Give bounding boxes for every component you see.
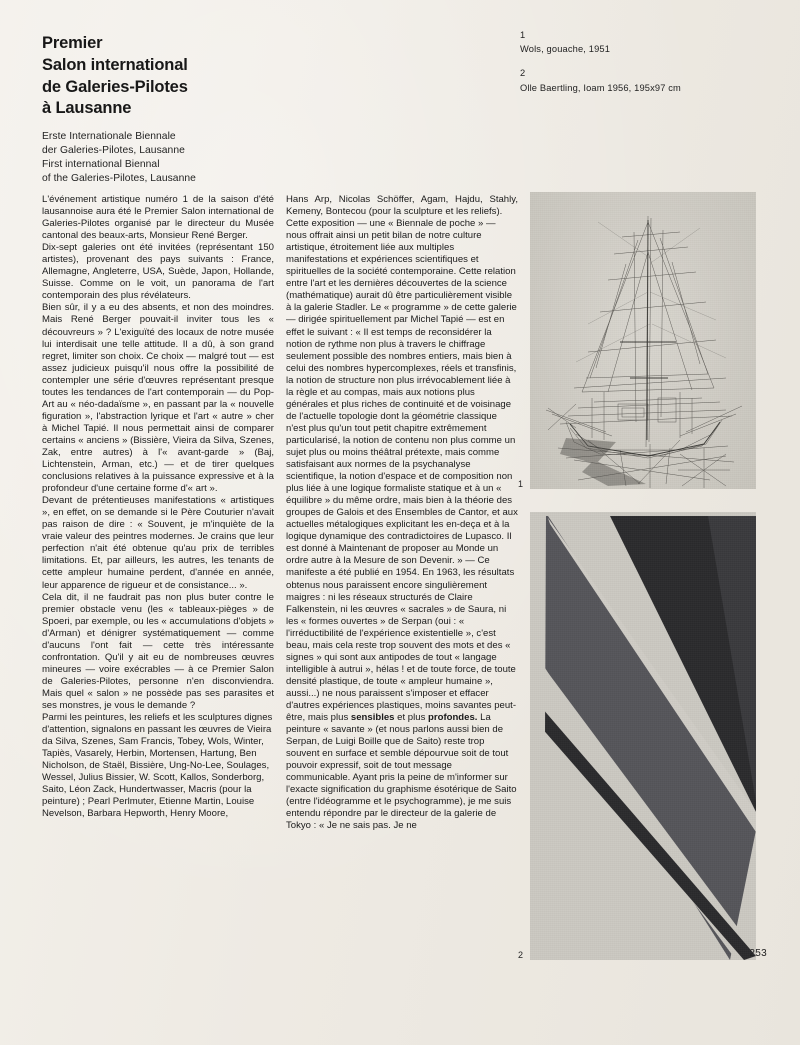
figure-wols-gouache [530,192,756,489]
subtitle-german-line-1: Erste Internationale Biennale [42,131,176,142]
caption-2-number: 2 [520,68,526,79]
figure-wols-drawing [530,192,756,489]
page-title-line-3: de Galeries-Pilotes [42,77,188,96]
emphasis-sensibles: sensibles [350,712,395,724]
paragraph: Hans Arp, Nicolas Schöffer, Agam, Hajdu, Stahly, Kemeny, Bontecou (pour la sculpture et les reliefs). [286,194,518,218]
page-title-line-1: Premier [42,34,103,52]
subtitle-english-line-1: First international Biennal [42,159,160,170]
paragraph: Bien sûr, il y a eu des absents, et non des moindres. Mais René Berger pouvait-il inviter tous les « découvreurs » ? L'exiguïté des locaux de notre musée lui interdisait une telle attitude. Il a dû, à son grand regret, limiter son choix. Ce choix — malgré tout — est assez judicieux puisqu'il nous offre la possibilité de contempler une série d'œuvres représentant presque toutes les tendances de l'art contemporain — du Pop-Art au « néo-dadaïsme », en passant par la « nouvelle figuration », l'abstraction lyrique et l'art « autre » cher à Michel Tapié. Il nous permettait ainsi de comparer certains « anciens » (Bissière, Vieira da Silva, Szenes, Zak, entre autres) à l'« avant-garde » (Baj, Lichtenstein, Arman, etc.) — et de tirer quelques conclusions relatives à la puissance expressive et à la profondeur d'une certaine forme d'« art ». [42,302,274,495]
body-column-1 [42,194,274,820]
paragraph: Cela dit, il ne faudrait pas non plus buter contre le premier obstacle venu (les « tableaux-pièges » de Spoeri, par exemple, ou les « accumulations d'objets » d'Arman) et dénigrer systématiquement — comme d'aucuns l'ont fait — cette très intéressante confrontation. Qu'il y ait eu de nombreuses œuvres mineures — voire exécrables — à ce Premier Salon de Galeries-Pilotes, personne n'en disconviendra. Mais quel « salon » ne possède pas ses parasites et ses monstres, je vous le demande ? [42,591,274,711]
caption-spacer [520,56,780,67]
paragraph: L'événement artistique numéro 1 de la saison d'été lausannoise aura été le Premier Salon international de Galeries-Pilotes organisé par le directeur du Musée cantonal des beaux-arts, Monsieur René Berger. [42,194,274,242]
body-column-2 [286,194,518,832]
subtitle-english-line-2: of the Galeries-Pilotes, Lausanne [42,172,196,184]
paragraph: Parmi les peintures, les reliefs et les sculptures dignes d'attention, signalons en passant les œuvres de Vieira da Silva, Szenes, Sam Francis, Tobey, Wols, Winter, Tapiès, Vasarely, Herbin, Mortensen, Hartung, Ben Nicholson, de Staël, Bissière, Ung-No-Lee, Soulages, Wessel, Julius Bissier, W. Scott, Kallos, Sonderborg, Saito, Léon Zack, Hundertwasser, Macris (pour la peinture) ; Pearl Perlmuter, Etienne Martin, Louise Nevelson, Barbara Hepworth, Henry Moore, [42,712,273,820]
figure-2-number: 2 [518,950,524,960]
figure-baertling [530,512,756,960]
caption-1-number: 1 [520,30,526,40]
subtitle-german [42,130,292,157]
paragraph-run: La peinture « savante » (et nous parlons aussi bien de Serpan, de Luigi Boille que de Saito) reste trop souvent en surface et semble dépourvue soit de tout pouvoir expressif, soit de tout message communicable. Ayant pris la peine de m'informer sur l'exacte signification du graphisme ésotérique de Saito (entre l'idéogramme et le psychogramme), je me suis entendu répondre par le directeur de la galerie de Tokyo : « Je ne sais pas. Je ne [286,712,517,832]
page-number: 253 [749,948,767,959]
paragraph-run: Cette exposition — une « Biennale de poche » — nous offrait ainsi un petit bilan de notre culture artistique, étroitement liée aux multiples manifestations et expériences scientifiques et spirituelles de la société contemporaine. Cette relation entre l'art et les dernières découvertes de la science (mathématique) aurait dû être particulièrement visible à la galerie Stadler. Le « programme » de cette galerie — dirigée spirituellement par Michel Tapié — est en effet le suivant : « Il est temps de reconsidérer la notion de rythme non plus à travers le chiffrage seulement possible des nombres entiers, mais bien à celui des nombres hypercomplexes, réels et transfinis, la notion de structure non plus irrévocablement liée à la règle et au compas, mais aux notions plus générales et plus riches de continuité et de voisinage de l'actuelle topologie dont la géométrie classique n'est plus qu'un tout petit chapitre extrêmement particularisé, la notion de contenu non plus comme un sujet plus ou moins théâtral prétexte, mais comme satisfaisant aux normes de la psychanalyse scientifique, la notion d'espace et de composition non plus liée à une logique formaliste statique et à un « équilibre » du même ordre, mais bien à la théorie des groupes de Galois et des Ensembles de Cantor, et aux actuelles métalogiques explicitant les en-deça et à la logique dynamique des contradictoires de Lupasco. Il est donné à Maintenant de proposer au Monde un ordre autre à la Mesure de son Devenir. » — Ce manifeste a été publié en 1954. En 1963, les résultats obtenus nous paraissent encore singulièrement maigres : ni les réseaux structurés de Claire Falkenstein, ni les œuvres « sacrales » de Saura, ni les « formes ouvertes » de Serpan (oui : « l'irréductibilité de l'expérience existentielle », c'est beau, mais cela reste trop souvent des mots et des « signes » qui sont aux antipodes de tout « langage intelligible à autrui », hélas ! et de toute force, de toute densité plastique, de toute « ampleur humaine », aussi...) ne nous paraissent s'imposer et effacer d'autres expériences plastiques, moins savantes peut-être, mais plus [286,218,518,724]
page-title [42,33,292,120]
paragraph-mixed [286,218,518,832]
caption-2-text: Olle Baertling, Ioam 1956, 195x97 cm [520,82,681,93]
paragraph-run: et plus [394,712,429,724]
figure-1-number: 1 [518,479,524,489]
figure-baertling-shapes [530,512,756,960]
subtitle-german-line-2: der Galeries-Pilotes, Lausanne [42,144,185,156]
caption-1-text: Wols, gouache, 1951 [520,44,611,55]
subtitle-english [42,158,292,185]
paragraph: Dix-sept galeries ont été invitées (représentant 150 artistes), provenant des pays suivants : France, Allemagne, Angleterre, USA, Suède, Japon, Hollande, Suisse. Comme on le voit, un panorama de l'art contemporain des plus révélateurs. [42,242,274,302]
figure-captions [520,29,780,95]
emphasis-profondes: profondes. [428,712,478,724]
page-title-line-2: Salon international [42,55,188,74]
paragraph: Devant de prétentieuses manifestations « artistiques », en effet, on se demande si le Père Couturier n'avait pas raison de dire : « Souvent, je m'inquiète de la vraie valeur des peintres modernes. Je crains que leur perfection n'ait été obtenue qu'au prix de terribles limitations. Et, par ailleurs, les autres, les tenants de cette ampleur humaine perdent, d'année en année, leur apparence de rigueur et de consistance... ». [42,495,274,591]
page-title-line-4: à Lausanne [42,99,132,118]
